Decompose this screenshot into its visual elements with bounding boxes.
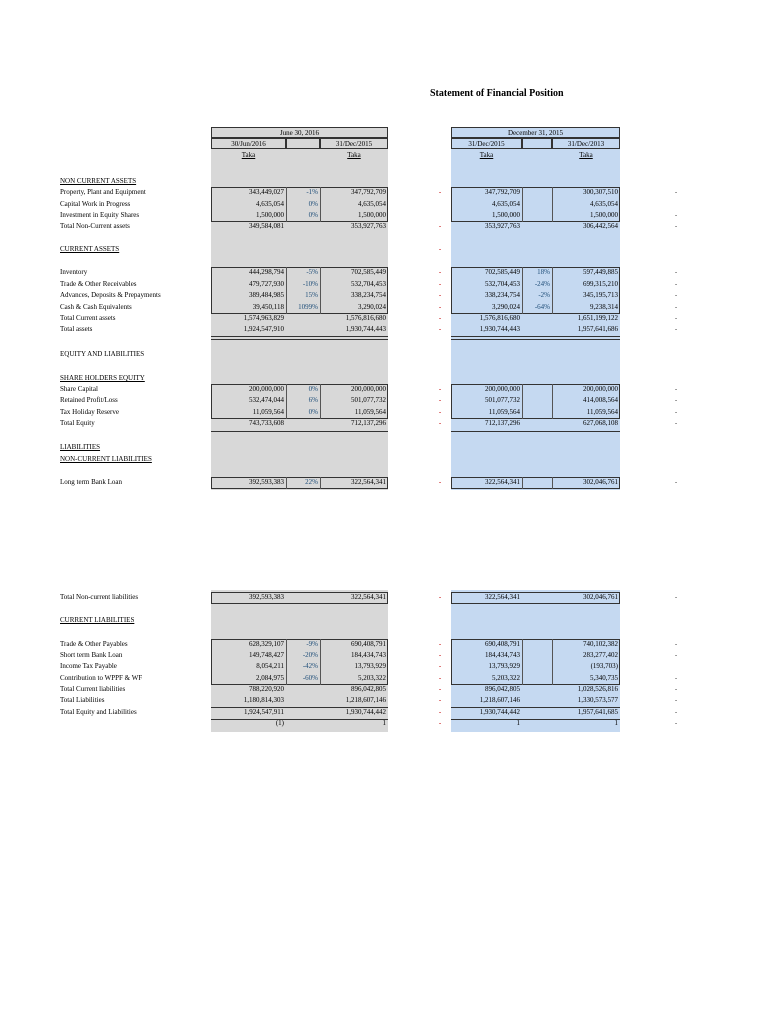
diff-marker-2: - [674, 685, 678, 693]
row-label [60, 718, 210, 728]
diff-marker: - [438, 325, 442, 333]
pct-change-1: 0% [308, 211, 318, 219]
value-30jun2016: 479,727,930 [249, 280, 284, 288]
section-heading: NON-CURRENT LIABILITIES [60, 455, 152, 463]
value-30jun2016: 8,054,211 [256, 662, 284, 670]
pct-change-1: -5% [306, 268, 318, 276]
diff-marker-2: - [674, 419, 678, 427]
unit-col3: Taka [347, 151, 361, 159]
row-label: Trade & Other Receivables [60, 280, 137, 288]
diff-marker: - [438, 396, 442, 404]
value-31dec2013: 597,449,885 [583, 268, 618, 276]
value-31dec2015-left: 702,585,449 [351, 268, 386, 276]
diff-marker-2: - [674, 211, 678, 219]
value-31dec2015-left: 184,434,743 [351, 651, 386, 659]
value-31dec2013: 11,059,564 [586, 408, 618, 416]
value-31dec2013: 1 [614, 719, 618, 727]
value-31dec2015-left: 501,077,732 [351, 396, 386, 404]
value-31dec2013: 1,651,199,122 [577, 314, 618, 322]
row-label: Contribution to WPPF & WF [60, 674, 143, 682]
value-31dec2013: 345,195,713 [583, 291, 618, 299]
diff-marker: - [438, 696, 442, 704]
value-31dec2013: (193,703) [590, 662, 618, 670]
value-30jun2016: 788,220,920 [249, 685, 284, 693]
pct-change-1: 1099% [298, 303, 318, 311]
value-30jun2016: 200,000,000 [249, 385, 284, 393]
value-31dec2015-right: 347,792,709 [485, 188, 520, 196]
value-31dec2013: 1,957,641,685 [577, 708, 618, 716]
pct-change-1: 0% [308, 200, 318, 208]
value-31dec2015-left: 13,793,929 [354, 662, 386, 670]
value-31dec2015-right: 1,218,607,146 [479, 696, 520, 704]
row-label: Income Tax Payable [60, 662, 117, 670]
value-31dec2015-right: 322,564,341 [485, 593, 520, 601]
diff-marker: - [438, 291, 442, 299]
value-31dec2015-right: 3,290,024 [492, 303, 520, 311]
row-label: Capital Work in Progress [60, 200, 131, 208]
diff-marker: - [438, 593, 442, 601]
diff-marker: - [438, 408, 442, 416]
pct-change-1: 0% [308, 385, 318, 393]
diff-marker-2: - [674, 385, 678, 393]
value-30jun2016: 392,593,383 [249, 478, 284, 486]
pct-change-1: -10% [302, 280, 318, 288]
diff-marker: - [438, 280, 442, 288]
diff-marker-2: - [674, 408, 678, 416]
row-label: Retained Profit/Loss [60, 396, 118, 404]
value-31dec2015-left: 353,927,763 [351, 222, 386, 230]
pct-change-2: -2% [538, 291, 550, 299]
diff-marker-2: - [674, 188, 678, 196]
pct-change-1: 15% [305, 291, 318, 299]
section-heading: CURRENT LIABILITIES [60, 616, 135, 624]
value-31dec2015-right: 353,927,763 [485, 222, 520, 230]
section-heading: EQUITY AND LIABILITIES [60, 350, 145, 358]
value-31dec2015-left: 338,234,754 [351, 291, 386, 299]
value-31dec2015-right: 1 [516, 719, 520, 727]
pct-change-1: 0% [308, 408, 318, 416]
row-label: Total Current assets [60, 314, 116, 322]
value-31dec2013: 302,046,761 [583, 478, 618, 486]
value-31dec2015-right: 712,137,296 [485, 419, 520, 427]
diff-marker: - [438, 222, 442, 230]
pct-change-1: 22% [305, 478, 318, 486]
value-31dec2013: 1,957,641,686 [577, 325, 618, 333]
diff-marker: - [438, 314, 442, 322]
pct-change-1: -60% [302, 674, 318, 682]
row-label: Total Equity [60, 419, 95, 427]
value-31dec2013: 699,315,210 [583, 280, 618, 288]
diff-marker: - [438, 640, 442, 648]
value-31dec2015-left: 1,930,744,443 [345, 325, 386, 333]
pct-change-1: -9% [306, 640, 318, 648]
header-col-31dec2015-right: 31/Dec/2015 [451, 138, 522, 149]
value-31dec2013: 306,442,564 [583, 222, 618, 230]
value-31dec2015-left: 200,000,000 [351, 385, 386, 393]
value-30jun2016: 1,180,814,303 [243, 696, 284, 704]
value-31dec2015-right: 5,203,322 [492, 674, 520, 682]
value-30jun2016: 444,298,794 [249, 268, 284, 276]
value-31dec2015-left: 1,576,816,680 [345, 314, 386, 322]
diff-marker-2: - [674, 280, 678, 288]
diff-marker: - [438, 385, 442, 393]
value-31dec2013: 5,340,735 [590, 674, 618, 682]
value-31dec2013: 9,238,314 [590, 303, 618, 311]
diff-marker: - [438, 268, 442, 276]
diff-marker-2: - [674, 651, 678, 659]
diff-marker: - [438, 419, 442, 427]
value-30jun2016: 2,084,975 [256, 674, 284, 682]
pct-change-1: 6% [308, 396, 318, 404]
diff-marker-2: - [674, 708, 678, 716]
pct-change-1: -1% [306, 188, 318, 196]
row-label: Total Liabilities [60, 696, 105, 704]
section-heading: NON CURRENT ASSETS [60, 177, 137, 185]
value-30jun2016: (1) [275, 719, 284, 727]
value-31dec2013: 1,500,000 [590, 211, 618, 219]
value-31dec2015-left: 896,042,805 [351, 685, 386, 693]
row-label: Inventory [60, 268, 88, 276]
row-label: Trade & Other Payables [60, 640, 128, 648]
row-label: Total assets [60, 325, 93, 333]
diff-marker: - [438, 719, 442, 727]
row-label: Cash & Cash Equivalents [60, 303, 132, 311]
value-31dec2015-right: 690,408,791 [485, 640, 520, 648]
row-label: Tax Holiday Reserve [60, 408, 119, 416]
value-31dec2015-left: 532,704,453 [351, 280, 386, 288]
value-31dec2013: 1,330,573,577 [577, 696, 618, 704]
row-label: Total Non-current liabilities [60, 593, 139, 601]
diff-marker: - [438, 685, 442, 693]
section-heading: SHARE HOLDERS EQUITY [60, 374, 145, 382]
value-30jun2016: 392,593,383 [249, 593, 284, 601]
diff-marker-2: - [674, 593, 678, 601]
value-31dec2015-left: 1,500,000 [358, 211, 386, 219]
value-31dec2015-left: 3,290,024 [358, 303, 386, 311]
value-31dec2015-left: 712,137,296 [351, 419, 386, 427]
row-label: Advances, Deposits & Prepayments [60, 291, 161, 299]
value-30jun2016: 389,484,985 [249, 291, 284, 299]
unit-col1: Taka [241, 151, 256, 159]
value-31dec2015-left: 5,203,322 [358, 674, 386, 682]
section-heading: LIABILITIES [60, 443, 101, 451]
value-31dec2015-right: 338,234,754 [485, 291, 520, 299]
value-30jun2016: 1,924,547,911 [244, 708, 284, 716]
row-label: Share Capital [60, 385, 98, 393]
value-31dec2015-left: 4,635,054 [358, 200, 386, 208]
pct-change-2: -64% [534, 303, 550, 311]
value-31dec2015-left: 322,564,341 [351, 593, 386, 601]
value-31dec2013: 4,635,054 [590, 200, 618, 208]
diff-marker-2: - [674, 222, 678, 230]
diff-marker: - [438, 188, 442, 196]
diff-marker: - [438, 651, 442, 659]
value-31dec2015-left: 322,564,341 [351, 478, 386, 486]
value-30jun2016: 349,584,081 [249, 222, 284, 230]
value-31dec2013: 414,008,564 [583, 396, 618, 404]
diff-marker: - [438, 708, 442, 716]
value-31dec2015-right: 501,077,732 [485, 396, 520, 404]
diff-marker-2: - [674, 325, 678, 333]
value-31dec2013: 627,068,108 [583, 419, 618, 427]
diff-marker: - [438, 245, 442, 253]
value-31dec2013: 1,028,526,816 [577, 685, 618, 693]
header-june-2016: June 30, 2016 [211, 127, 388, 138]
statement-title: Statement of Financial Position [430, 88, 564, 99]
value-31dec2015-left: 1,930,744,442 [345, 708, 386, 716]
value-31dec2015-left: 11,059,564 [354, 408, 386, 416]
value-30jun2016: 532,474,044 [249, 396, 284, 404]
value-30jun2016: 11,059,564 [252, 408, 284, 416]
value-31dec2013: 302,046,761 [583, 593, 618, 601]
row-label: Short term Bank Loan [60, 651, 123, 659]
value-30jun2016: 628,329,107 [249, 640, 284, 648]
value-31dec2015-right: 532,704,453 [485, 280, 520, 288]
diff-marker-2: - [674, 674, 678, 682]
diff-marker-2: - [674, 696, 678, 704]
row-label: Total Current liabilities [60, 685, 126, 693]
unit-col4: Taka [479, 151, 494, 159]
diff-marker: - [438, 674, 442, 682]
value-30jun2016: 343,449,027 [249, 188, 284, 196]
header-december-2015: December 31, 2015 [451, 127, 620, 138]
value-30jun2016: 4,635,054 [256, 200, 284, 208]
value-31dec2015-left: 1 [382, 719, 386, 727]
diff-marker-2: - [674, 719, 678, 727]
value-31dec2013: 283,277,402 [583, 651, 618, 659]
header-col-31dec2013: 31/Dec/2013 [552, 138, 620, 149]
value-31dec2013: 300,307,510 [583, 188, 618, 196]
row-label: Long term Bank Loan [60, 478, 123, 486]
row-label: Total Non-Current assets [60, 222, 130, 230]
pct-change-2: 18% [537, 268, 550, 276]
value-31dec2015-right: 1,576,816,680 [479, 314, 520, 322]
diff-marker: - [438, 662, 442, 670]
value-31dec2015-right: 1,500,000 [492, 211, 520, 219]
header-col-30jun2016: 30/Jun/2016 [211, 138, 286, 149]
value-31dec2015-right: 4,635,054 [492, 200, 520, 208]
diff-marker-2: - [674, 640, 678, 648]
value-31dec2013: 200,000,000 [583, 385, 618, 393]
value-31dec2015-right: 1,930,744,442 [479, 708, 520, 716]
section-heading: CURRENT ASSETS [60, 245, 120, 253]
value-31dec2015-right: 200,000,000 [485, 385, 520, 393]
value-31dec2015-right: 1,930,744,443 [479, 325, 520, 333]
value-31dec2015-right: 184,434,743 [485, 651, 520, 659]
value-31dec2015-right: 13,793,929 [488, 662, 520, 670]
row-label: Total Equity and Liabilities [60, 708, 137, 716]
value-30jun2016: 39,450,118 [252, 303, 284, 311]
header-col-31dec2015-left: 31/Dec/2015 [320, 138, 388, 149]
value-31dec2015-right: 11,059,564 [488, 408, 520, 416]
header-col-pct1 [286, 138, 320, 149]
pct-change-2: -24% [534, 280, 550, 288]
value-31dec2013: 740,102,382 [583, 640, 618, 648]
header-col-pct2 [522, 138, 552, 149]
value-30jun2016: 1,574,963,829 [243, 314, 284, 322]
pct-change-1: -42% [302, 662, 318, 670]
diff-marker-2: - [674, 291, 678, 299]
pct-change-1: -20% [302, 651, 318, 659]
diff-marker-2: - [674, 303, 678, 311]
value-30jun2016: 1,500,000 [256, 211, 284, 219]
diff-marker-2: - [674, 314, 678, 322]
row-label: Property, Plant and Equipment [60, 188, 146, 196]
value-31dec2015-left: 1,218,607,146 [345, 696, 386, 704]
value-30jun2016: 1,924,547,910 [243, 325, 284, 333]
row-label: Investment in Equity Shares [60, 211, 140, 219]
value-30jun2016: 743,733,608 [249, 419, 284, 427]
value-30jun2016: 149,748,427 [249, 651, 284, 659]
value-31dec2015-left: 690,408,791 [351, 640, 386, 648]
value-31dec2015-right: 322,564,341 [485, 478, 520, 486]
diff-marker-2: - [674, 478, 678, 486]
diff-marker-2: - [674, 268, 678, 276]
value-31dec2015-right: 702,585,449 [485, 268, 520, 276]
diff-marker: - [438, 478, 442, 486]
diff-marker: - [438, 303, 442, 311]
diff-marker-2: - [674, 396, 678, 404]
unit-col6: Taka [579, 151, 593, 159]
value-31dec2015-left: 347,792,709 [351, 188, 386, 196]
value-31dec2015-right: 896,042,805 [485, 685, 520, 693]
